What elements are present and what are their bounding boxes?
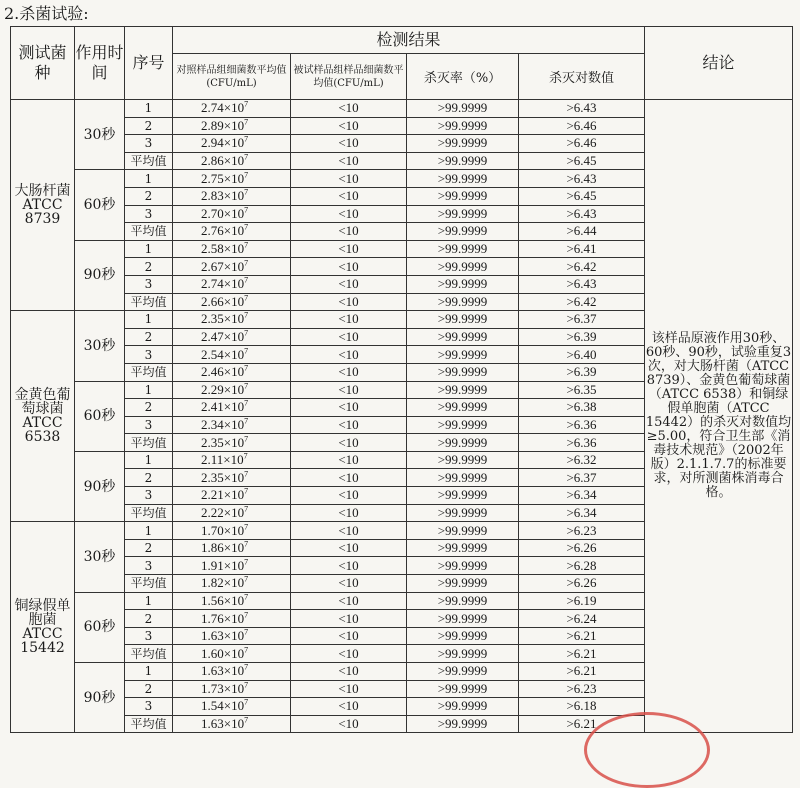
test-count-cell: <10 [291, 575, 407, 593]
test-count-cell: <10 [291, 416, 407, 434]
control-count-cell [173, 539, 291, 557]
control-count-cell [173, 715, 291, 733]
control-count-cell [173, 381, 291, 399]
time-cell: 60秒 [75, 170, 125, 240]
exponent: 7 [244, 275, 249, 285]
kill-rate-cell: >99.9999 [407, 451, 519, 469]
exponent: 7 [244, 117, 249, 127]
control-count-cell [173, 135, 291, 153]
kill-rate-cell: >99.9999 [407, 381, 519, 399]
control-count-value: 2.75×10 [201, 170, 245, 186]
kill-rate-cell: >99.9999 [407, 117, 519, 135]
seq-cell: 平均值 [125, 715, 173, 733]
exponent: 7 [244, 258, 249, 268]
control-count-value: 2.83×10 [201, 188, 245, 204]
exponent: 7 [244, 469, 249, 479]
log-value-cell: >6.21 [519, 715, 645, 733]
test-count-cell: <10 [291, 698, 407, 716]
log-value-cell: >6.36 [519, 416, 645, 434]
control-count-cell [173, 575, 291, 593]
seq-cell: 平均值 [125, 152, 173, 170]
test-count-cell: <10 [291, 152, 407, 170]
control-count-value: 2.35×10 [201, 469, 245, 485]
test-count-cell: <10 [291, 363, 407, 381]
seq-cell: 1 [125, 451, 173, 469]
test-count-cell: <10 [291, 663, 407, 681]
exponent: 7 [244, 627, 249, 637]
test-count-cell: <10 [291, 645, 407, 663]
test-count-cell: <10 [291, 258, 407, 276]
seq-cell: 3 [125, 205, 173, 223]
log-value-cell: >6.42 [519, 258, 645, 276]
test-count-cell: <10 [291, 680, 407, 698]
exponent: 7 [243, 451, 248, 461]
log-value-cell: >6.42 [519, 293, 645, 311]
exponent: 7 [244, 487, 249, 497]
kill-rate-cell: >99.9999 [407, 698, 519, 716]
exponent: 7 [244, 698, 249, 708]
test-count-cell: <10 [291, 293, 407, 311]
control-count-cell [173, 328, 291, 346]
control-count-cell [173, 275, 291, 293]
time-cell: 90秒 [75, 663, 125, 733]
seq-cell: 3 [125, 698, 173, 716]
test-count-cell: <10 [291, 451, 407, 469]
test-count-cell: <10 [291, 487, 407, 505]
kill-rate-cell: >99.9999 [407, 258, 519, 276]
exponent: 7 [244, 399, 249, 409]
time-cell: 60秒 [75, 592, 125, 662]
exponent: 7 [244, 328, 249, 338]
seq-cell: 2 [125, 399, 173, 417]
exponent: 7 [244, 170, 249, 180]
exponent: 7 [244, 240, 249, 250]
kill-rate-cell: >99.9999 [407, 187, 519, 205]
results-body [11, 100, 793, 733]
log-value-cell: >6.39 [519, 328, 645, 346]
control-count-cell [173, 592, 291, 610]
kill-rate-cell: >99.9999 [407, 645, 519, 663]
kill-rate-cell: >99.9999 [407, 663, 519, 681]
control-count-cell [173, 311, 291, 329]
control-count-cell [173, 663, 291, 681]
log-value-cell: >6.24 [519, 610, 645, 628]
kill-rate-cell: >99.9999 [407, 346, 519, 364]
species-cell: 大肠杆菌ATCC 8739 [11, 100, 75, 311]
test-count-cell: <10 [291, 275, 407, 293]
log-value-cell: >6.35 [519, 381, 645, 399]
test-count-cell: <10 [291, 117, 407, 135]
control-count-value: 2.66×10 [201, 293, 245, 309]
test-count-cell: <10 [291, 592, 407, 610]
exponent: 7 [244, 575, 249, 584]
seq-cell: 3 [125, 275, 173, 293]
control-count-cell [173, 434, 291, 452]
log-value-cell: >6.46 [519, 117, 645, 135]
exponent: 7 [244, 223, 249, 233]
seq-cell: 1 [125, 100, 173, 118]
control-count-value: 2.76×10 [201, 223, 245, 239]
kill-rate-cell: >99.9999 [407, 610, 519, 628]
exponent: 7 [244, 680, 249, 690]
control-count-value: 2.35×10 [201, 434, 245, 450]
time-cell: 30秒 [75, 311, 125, 381]
control-count-value: 1.91×10 [201, 557, 245, 573]
log-value-cell: >6.46 [519, 135, 645, 153]
control-count-cell [173, 223, 291, 241]
kill-rate-cell: >99.9999 [407, 100, 519, 118]
time-cell: 30秒 [75, 522, 125, 592]
log-value-cell: >6.43 [519, 170, 645, 188]
log-value-cell: >6.26 [519, 539, 645, 557]
kill-rate-cell: >99.9999 [407, 240, 519, 258]
table-row [11, 100, 793, 118]
header-time: 作用时间 [75, 27, 125, 100]
kill-rate-cell: >99.9999 [407, 170, 519, 188]
header-results-group: 检测结果 [173, 27, 645, 54]
seq-cell: 2 [125, 117, 173, 135]
kill-rate-cell: >99.9999 [407, 416, 519, 434]
log-value-cell: >6.37 [519, 469, 645, 487]
kill-rate-cell: >99.9999 [407, 627, 519, 645]
control-count-cell [173, 522, 291, 540]
exponent: 7 [244, 434, 249, 444]
control-count-cell [173, 293, 291, 311]
seq-cell: 2 [125, 187, 173, 205]
control-count-cell [173, 205, 291, 223]
control-count-value: 1.56×10 [201, 592, 245, 608]
seq-cell: 1 [125, 663, 173, 681]
exponent: 7 [244, 539, 249, 549]
control-count-value: 2.41×10 [201, 399, 245, 415]
control-count-cell [173, 504, 291, 522]
seq-cell: 平均值 [125, 434, 173, 452]
seq-cell: 3 [125, 346, 173, 364]
exponent: 7 [244, 363, 249, 373]
test-count-cell: <10 [291, 240, 407, 258]
seq-cell: 平均值 [125, 504, 173, 522]
seq-cell: 平均值 [125, 363, 173, 381]
log-value-cell: >6.40 [519, 346, 645, 364]
control-count-value: 2.67×10 [201, 258, 245, 274]
kill-rate-cell: >99.9999 [407, 522, 519, 540]
control-count-cell [173, 610, 291, 628]
test-count-cell: <10 [291, 434, 407, 452]
control-count-cell [173, 258, 291, 276]
control-count-cell [173, 487, 291, 505]
seq-cell: 平均值 [125, 293, 173, 311]
exponent: 7 [244, 662, 249, 672]
test-count-cell: <10 [291, 311, 407, 329]
control-count-cell [173, 170, 291, 188]
test-count-cell: <10 [291, 100, 407, 118]
log-value-cell: >6.28 [519, 557, 645, 575]
test-count-cell: <10 [291, 469, 407, 487]
seq-cell: 1 [125, 522, 173, 540]
control-count-value: 2.74×10 [201, 100, 245, 116]
control-count-value: 1.76×10 [201, 610, 245, 626]
time-cell: 90秒 [75, 240, 125, 310]
kill-rate-cell: >99.9999 [407, 504, 519, 522]
seq-cell: 平均值 [125, 575, 173, 593]
seq-cell: 2 [125, 680, 173, 698]
control-count-value: 1.86×10 [201, 540, 245, 556]
exponent: 7 [244, 592, 249, 602]
log-value-cell: >6.37 [519, 311, 645, 329]
kill-rate-cell: >99.9999 [407, 223, 519, 241]
conclusion-cell: 该样品原液作用30秒、60秒、90秒，试验重复3次，对大肠杆菌（ATCC 8739）、金黄色葡萄球菌（ATCC 6538）和铜绿假单胞菌（ATCC 15442）的杀灭对数值均≥5.00，符合卫生部《消毒技术规范》（2002年版）2.1.1.7.7的标准要求，对所测菌株消毒合格。 [645, 100, 793, 733]
control-count-value: 1.73×10 [201, 680, 245, 696]
log-value-cell: >6.32 [519, 451, 645, 469]
log-value-cell: >6.43 [519, 205, 645, 223]
control-count-cell [173, 100, 291, 118]
exponent: 7 [244, 293, 249, 303]
log-value-cell: >6.23 [519, 680, 645, 698]
seq-cell: 平均值 [125, 645, 173, 663]
control-count-cell [173, 152, 291, 170]
exponent: 7 [244, 645, 249, 655]
control-count-value: 2.34×10 [201, 416, 245, 432]
species-cell: 铜绿假单胞菌ATCC 15442 [11, 522, 75, 733]
exponent: 7 [244, 504, 249, 514]
test-count-cell: <10 [291, 223, 407, 241]
log-value-cell: >6.34 [519, 487, 645, 505]
kill-rate-cell: >99.9999 [407, 363, 519, 381]
control-count-value: 2.22×10 [201, 504, 245, 520]
log-value-cell: >6.19 [519, 592, 645, 610]
kill-rate-cell: >99.9999 [407, 680, 519, 698]
control-count-value: 2.89×10 [201, 117, 245, 133]
exponent: 7 [244, 187, 249, 197]
seq-cell: 3 [125, 627, 173, 645]
kill-rate-cell: >99.9999 [407, 557, 519, 575]
control-count-value: 2.74×10 [201, 276, 245, 292]
control-count-value: 2.86×10 [201, 153, 245, 169]
control-count-value: 2.47×10 [201, 329, 245, 345]
test-count-cell: <10 [291, 715, 407, 733]
control-count-cell [173, 363, 291, 381]
exponent: 7 [244, 522, 249, 532]
control-count-value: 2.54×10 [201, 346, 245, 362]
kill-rate-cell: >99.9999 [407, 539, 519, 557]
control-count-value: 2.94×10 [201, 135, 245, 151]
time-cell: 30秒 [75, 100, 125, 170]
control-count-value: 1.54×10 [201, 698, 245, 714]
species-cell: 金黄色葡萄球菌ATCC 6538 [11, 311, 75, 522]
control-count-value: 1.70×10 [201, 522, 245, 538]
log-value-cell: >6.45 [519, 152, 645, 170]
seq-cell: 2 [125, 328, 173, 346]
sterilization-results-table [10, 26, 793, 733]
test-count-cell: <10 [291, 627, 407, 645]
kill-rate-cell: >99.9999 [407, 715, 519, 733]
control-count-value: 2.11×10 [201, 452, 244, 468]
log-value-cell: >6.41 [519, 240, 645, 258]
log-value-cell: >6.23 [519, 522, 645, 540]
control-count-value: 2.46×10 [201, 364, 245, 380]
exponent: 7 [244, 416, 249, 426]
seq-cell: 3 [125, 557, 173, 575]
test-count-cell: <10 [291, 381, 407, 399]
header-test: 被试样品组样品细菌数平均值(CFU/mL) [291, 54, 407, 100]
log-value-cell: >6.38 [519, 399, 645, 417]
test-count-cell: <10 [291, 205, 407, 223]
control-count-cell [173, 240, 291, 258]
kill-rate-cell: >99.9999 [407, 205, 519, 223]
header-kill-rate: 杀灭率（%） [407, 54, 519, 100]
header-conclusion: 结论 [645, 27, 793, 100]
log-value-cell: >6.43 [519, 100, 645, 118]
test-count-cell: <10 [291, 399, 407, 417]
kill-rate-cell: >99.9999 [407, 469, 519, 487]
seq-cell: 3 [125, 416, 173, 434]
test-count-cell: <10 [291, 504, 407, 522]
kill-rate-cell: >99.9999 [407, 135, 519, 153]
control-count-value: 1.63×10 [201, 663, 245, 679]
control-count-cell [173, 557, 291, 575]
control-count-cell [173, 346, 291, 364]
seq-cell: 1 [125, 381, 173, 399]
control-count-value: 1.63×10 [201, 716, 245, 732]
test-count-cell: <10 [291, 557, 407, 575]
time-cell: 90秒 [75, 451, 125, 521]
kill-rate-cell: >99.9999 [407, 293, 519, 311]
header-log-value: 杀灭对数值 [519, 54, 645, 100]
seq-cell: 2 [125, 610, 173, 628]
test-count-cell: <10 [291, 328, 407, 346]
seq-cell: 平均值 [125, 223, 173, 241]
seq-cell: 2 [125, 539, 173, 557]
log-value-cell: >6.43 [519, 275, 645, 293]
header-seq: 序号 [125, 27, 173, 100]
exponent: 7 [244, 99, 249, 109]
test-count-cell: <10 [291, 135, 407, 153]
control-count-value: 2.70×10 [201, 205, 245, 221]
section-title: 2.杀菌试验: [4, 4, 89, 23]
time-cell: 60秒 [75, 381, 125, 451]
log-value-cell: >6.36 [519, 434, 645, 452]
exponent: 7 [244, 557, 249, 567]
log-value-cell: >6.21 [519, 627, 645, 645]
kill-rate-cell: >99.9999 [407, 575, 519, 593]
seq-cell: 1 [125, 240, 173, 258]
exponent: 7 [244, 715, 249, 725]
test-count-cell: <10 [291, 522, 407, 540]
seq-cell: 3 [125, 487, 173, 505]
exponent: 7 [244, 346, 249, 356]
control-count-value: 1.63×10 [201, 628, 245, 644]
seq-cell: 1 [125, 592, 173, 610]
log-value-cell: >6.26 [519, 575, 645, 593]
official-stamp [584, 712, 710, 788]
log-value-cell: >6.45 [519, 187, 645, 205]
test-count-cell: <10 [291, 346, 407, 364]
seq-cell: 1 [125, 170, 173, 188]
test-count-cell: <10 [291, 170, 407, 188]
exponent: 7 [244, 610, 249, 620]
log-value-cell: >6.34 [519, 504, 645, 522]
kill-rate-cell: >99.9999 [407, 275, 519, 293]
control-count-value: 1.60×10 [201, 645, 245, 661]
header-species: 测试菌种 [11, 27, 75, 100]
kill-rate-cell: >99.9999 [407, 592, 519, 610]
kill-rate-cell: >99.9999 [407, 487, 519, 505]
control-count-value: 2.21×10 [201, 487, 245, 503]
control-count-value: 2.58×10 [201, 241, 245, 257]
control-count-value: 2.29×10 [201, 381, 245, 397]
kill-rate-cell: >99.9999 [407, 328, 519, 346]
seq-cell: 2 [125, 469, 173, 487]
log-value-cell: >6.21 [519, 663, 645, 681]
control-count-cell [173, 451, 291, 469]
seq-cell: 2 [125, 258, 173, 276]
header-control: 对照样品组细菌数平均值(CFU/mL) [173, 54, 291, 100]
log-value-cell: >6.44 [519, 223, 645, 241]
seq-cell: 3 [125, 135, 173, 153]
control-count-value: 2.35×10 [201, 311, 245, 327]
kill-rate-cell: >99.9999 [407, 434, 519, 452]
control-count-cell [173, 680, 291, 698]
control-count-cell [173, 698, 291, 716]
control-count-value: 1.82×10 [201, 575, 245, 591]
exponent: 7 [244, 152, 249, 162]
exponent: 7 [244, 381, 249, 391]
test-count-cell: <10 [291, 539, 407, 557]
exponent: 7 [244, 135, 249, 145]
control-count-cell [173, 416, 291, 434]
kill-rate-cell: >99.9999 [407, 311, 519, 329]
seq-cell: 1 [125, 311, 173, 329]
log-value-cell: >6.21 [519, 645, 645, 663]
control-count-cell [173, 645, 291, 663]
kill-rate-cell: >99.9999 [407, 399, 519, 417]
exponent: 7 [244, 311, 249, 321]
kill-rate-cell: >99.9999 [407, 152, 519, 170]
control-count-cell [173, 187, 291, 205]
test-count-cell: <10 [291, 187, 407, 205]
control-count-cell [173, 627, 291, 645]
exponent: 7 [244, 205, 249, 215]
control-count-cell [173, 399, 291, 417]
control-count-cell [173, 117, 291, 135]
test-count-cell: <10 [291, 610, 407, 628]
log-value-cell: >6.18 [519, 698, 645, 716]
control-count-cell [173, 469, 291, 487]
log-value-cell: >6.39 [519, 363, 645, 381]
